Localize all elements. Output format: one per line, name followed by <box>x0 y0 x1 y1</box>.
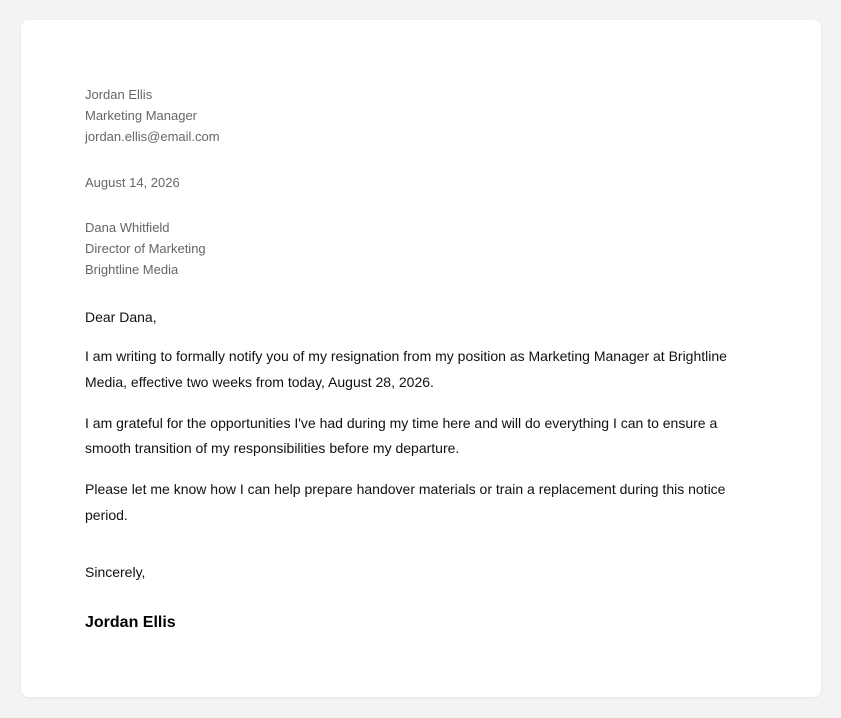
sender-name: Jordan Ellis <box>85 87 153 102</box>
recipient-name: Dana Whitfield <box>85 220 170 235</box>
body-paragraph-3: Please let me know how I can help prepare handover materials or train a replacement during this notice period. <box>85 481 726 523</box>
greeting: Dear Dana, <box>85 309 157 325</box>
body-paragraph-1: I am writing to formally notify you of my resignation from my position as Marketing Manager at Brightline Media, effective two weeks from today, August 28, 2026. <box>85 348 727 390</box>
recipient-title: Director of Marketing <box>85 241 206 256</box>
recipient-block <box>85 217 745 280</box>
closing: Sincerely, <box>85 563 146 580</box>
recipient-company: Brightline Media <box>85 262 179 277</box>
letter-content <box>85 84 745 634</box>
letter-card <box>21 20 821 697</box>
signature: Jordan Ellis <box>85 613 176 631</box>
sender-block <box>85 84 745 147</box>
date-block <box>85 172 745 193</box>
letter-date: August 14, 2026 <box>85 175 180 190</box>
sender-title: Marketing Manager <box>85 108 197 123</box>
sender-email: jordan.ellis@email.com <box>85 129 220 144</box>
body-paragraph-2: I am grateful for the opportunities I've had during my time here and will do everything I can to ensure a smooth transition of my responsibilities before my departure. <box>85 414 718 457</box>
